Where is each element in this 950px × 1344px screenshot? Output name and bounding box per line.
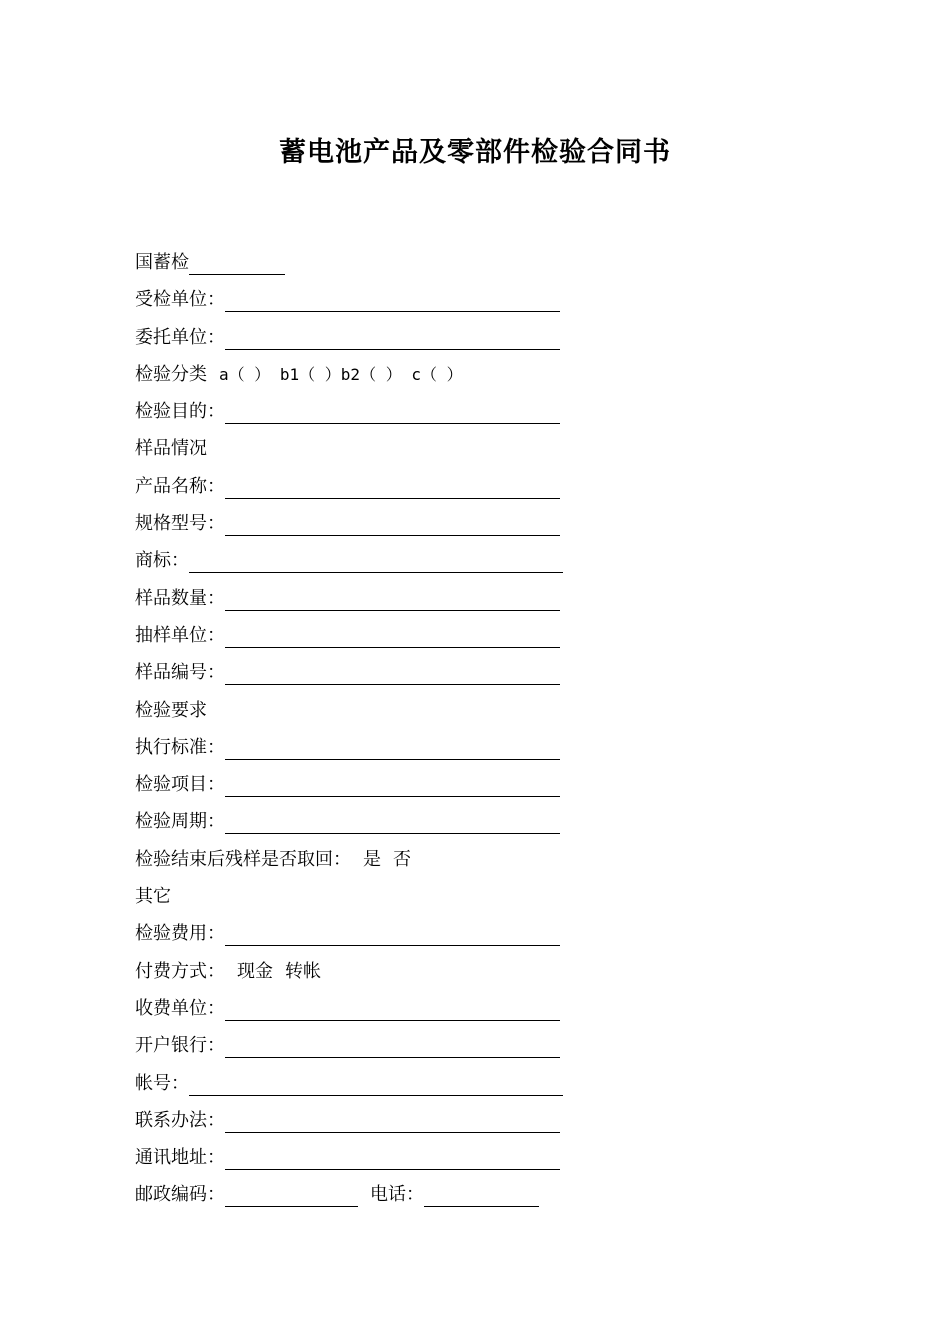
contact-label: 联系办法： [135,1109,225,1131]
sample-section-heading: 样品情况 [135,438,207,460]
inspected-unit-field[interactable] [225,289,560,312]
document-title: 蓄电池产品及零部件检验合同书 [279,137,671,168]
row-sample-section [135,434,835,471]
category-label: 检验分类 [135,363,207,385]
bank-field[interactable] [225,1035,560,1058]
address-label: 通讯地址： [135,1147,225,1169]
payee-unit-label: 收费单位： [135,997,225,1019]
row-payee-unit [135,994,835,1031]
product-name-field[interactable] [225,476,560,499]
standard-label: 执行标准： [135,736,225,758]
row-requirement-section [135,696,835,733]
doc-no-label: 国蓄检 [135,252,189,273]
bank-label: 开户银行： [135,1035,225,1057]
period-field[interactable] [225,811,560,834]
doc-no-field[interactable] [189,252,285,275]
row-trademark [135,546,835,583]
row-fee [135,919,835,956]
sample-no-field[interactable] [225,662,560,685]
trademark-field[interactable] [189,550,563,573]
sample-qty-field[interactable] [225,588,560,611]
row-payment-method [135,957,835,994]
contact-field[interactable] [225,1110,560,1133]
phone-label: 电话： [370,1184,424,1206]
contract-form [135,248,835,1218]
entrusting-unit-label: 委托单位： [135,326,225,348]
account-field[interactable] [189,1073,563,1096]
spec-model-label: 规格型号： [135,513,225,535]
row-period [135,807,835,844]
purpose-field[interactable] [225,401,560,424]
postcode-label: 邮政编码： [135,1184,225,1206]
fee-field[interactable] [225,923,560,946]
row-return-sample [135,845,835,882]
return-yes-option[interactable]: 是 [363,848,381,870]
fee-label: 检验费用： [135,923,225,945]
items-field[interactable] [225,774,560,797]
row-contact [135,1106,835,1143]
sample-no-label: 样品编号： [135,662,225,684]
row-standard [135,733,835,770]
row-purpose [135,397,835,434]
product-name-label: 产品名称： [135,475,225,497]
row-bank [135,1031,835,1068]
spec-model-field[interactable] [225,513,560,536]
return-question-label: 检验结束后残样是否取回： [135,848,351,870]
row-sample-qty [135,584,835,621]
row-spec-model [135,509,835,546]
row-sampling-unit [135,621,835,658]
sample-qty-label: 样品数量： [135,587,225,609]
phone-field[interactable] [424,1184,539,1207]
row-items [135,770,835,807]
row-sample-no [135,658,835,695]
category-options[interactable]: a（ ） b1（ ）b2（ ） c（ ） [219,364,463,384]
period-label: 检验周期： [135,811,225,833]
sampling-unit-field[interactable] [225,625,560,648]
row-doc-no [135,248,835,285]
row-postcode-phone [135,1180,835,1217]
trademark-label: 商标： [135,550,189,572]
row-address [135,1143,835,1180]
payee-unit-field[interactable] [225,998,560,1021]
inspected-unit-label: 受检单位： [135,289,225,311]
row-account [135,1069,835,1106]
row-category [135,360,835,397]
account-label: 帐号： [135,1072,189,1094]
standard-field[interactable] [225,737,560,760]
purpose-label: 检验目的： [135,401,225,423]
row-entrusting-unit [135,323,835,360]
return-no-option[interactable]: 否 [393,848,411,870]
payment-method-label: 付费方式： [135,960,225,982]
sampling-unit-label: 抽样单位： [135,624,225,646]
requirement-section-heading: 检验要求 [135,699,207,721]
address-field[interactable] [225,1147,560,1170]
items-label: 检验项目： [135,774,225,796]
entrusting-unit-field[interactable] [225,327,560,350]
other-section-heading: 其它 [135,886,171,908]
row-other-section [135,882,835,919]
row-inspected-unit [135,285,835,322]
postcode-field[interactable] [225,1184,358,1207]
pay-cash-option[interactable]: 现金 [237,960,273,982]
row-product-name [135,472,835,509]
pay-transfer-option[interactable]: 转帐 [285,960,321,982]
